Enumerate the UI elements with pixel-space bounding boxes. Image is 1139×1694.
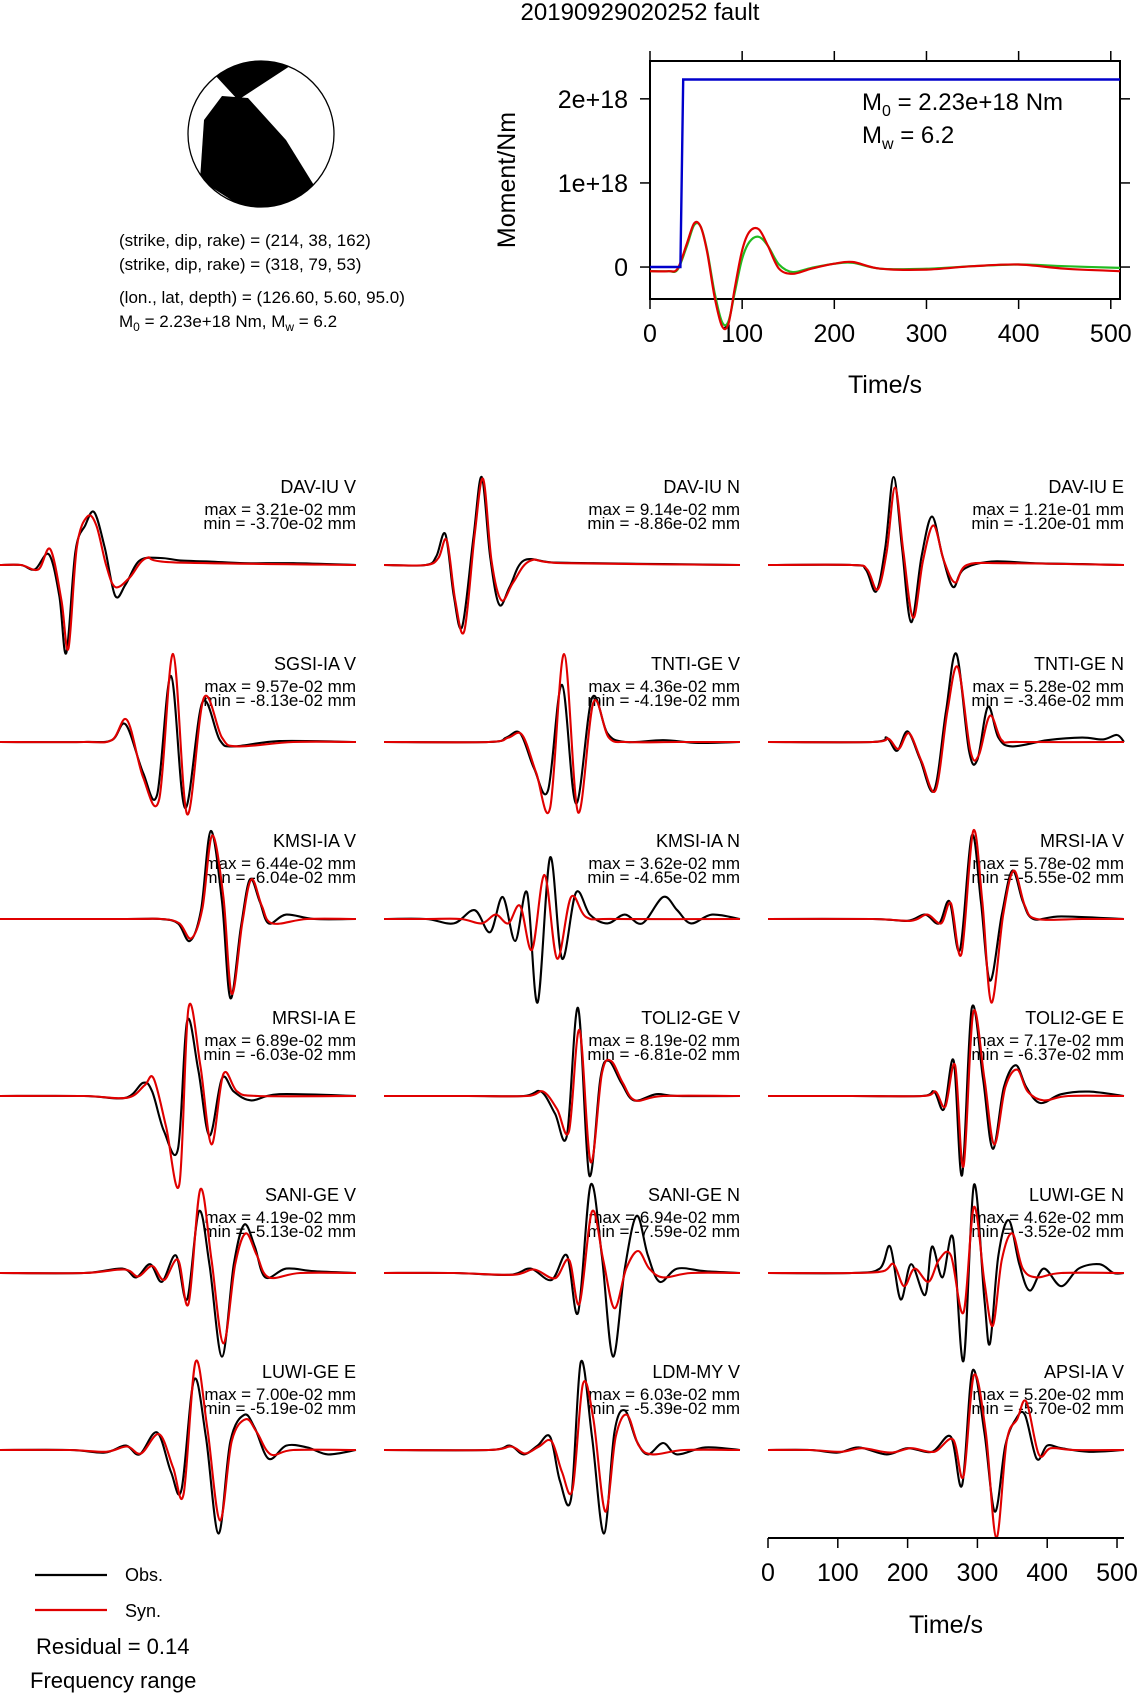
synthetic-waveform — [384, 875, 740, 959]
waveform-panel — [0, 1360, 356, 1533]
legend-obs-label: Obs. — [125, 1565, 164, 1585]
station-min: min = -3.52e-02 mm — [971, 1222, 1124, 1241]
waveform-time-axis — [761, 1538, 1138, 1639]
mw-label: M — [862, 122, 882, 149]
waveform-panel — [0, 831, 356, 998]
waveform-x-axis-label: Time/s — [908, 1611, 984, 1639]
waveform-panel — [768, 1005, 1124, 1175]
synthetic-waveform — [0, 515, 356, 650]
station-name: DAV-IU N — [663, 477, 740, 497]
station-min: min = -6.03e-02 mm — [203, 1045, 356, 1064]
residual-label: Residual = 0.14 — [36, 1634, 190, 1659]
station-name: MRSI-IA E — [271, 1008, 356, 1028]
m0-value: = 2.23e+18 Nm — [890, 89, 1064, 116]
waveform-panel — [0, 654, 356, 815]
station-name: TOLI2-GE V — [641, 1008, 740, 1028]
moment-y-tick-label: 2e+18 — [557, 85, 628, 114]
waveform-panels — [0, 477, 1124, 1538]
station-min: min = -1.20e-01 mm — [971, 514, 1124, 533]
hypocenter-location: (lon., lat, depth) = (126.60, 5.60, 95.0) — [119, 288, 405, 307]
waveform-panel — [384, 477, 740, 634]
station-name: TNTI-GE V — [651, 654, 740, 674]
station-name: DAV-IU E — [1048, 477, 1124, 497]
station-name: MRSI-IA V — [1039, 831, 1124, 851]
waveform-x-tick-label: 500 — [1096, 1559, 1138, 1587]
station-min: min = -8.13e-02 mm — [203, 691, 356, 710]
moment-x-tick-label: 200 — [813, 320, 856, 348]
station-name: LUWI-GE E — [261, 1362, 356, 1382]
station-name: DAV-IU V — [280, 477, 356, 497]
station-max: max = 4.36e-02 mm — [588, 677, 740, 696]
station-max: max = 5.20e-02 mm — [972, 1385, 1124, 1404]
nodal-plane-2: (strike, dip, rake) = (318, 79, 53) — [119, 255, 362, 274]
waveform-panel — [768, 1362, 1124, 1538]
moment-rate-observed-line — [650, 223, 1120, 325]
station-min: min = -4.19e-02 mm — [587, 691, 740, 710]
station-name: SANI-GE V — [264, 1185, 356, 1205]
station-min: min = -5.70e-02 mm — [971, 1399, 1124, 1418]
waveform-panel — [768, 477, 1124, 622]
moment-y-axis-label: Moment/Nm — [493, 111, 521, 249]
station-name: SGSI-IA V — [273, 654, 356, 674]
waveform-panel — [384, 1184, 740, 1357]
waveform-x-tick-label: 100 — [816, 1559, 859, 1587]
station-max: max = 3.62e-02 mm — [588, 854, 740, 873]
station-min: min = -4.65e-02 mm — [587, 868, 740, 887]
station-max: max = 3.21e-02 mm — [204, 500, 356, 519]
moment-sub: 0 — [133, 320, 140, 334]
waveform-panel — [0, 1185, 356, 1357]
moment-x-tick-label: 300 — [905, 320, 948, 348]
mw-value: = 6.2 — [893, 122, 955, 149]
station-name: TOLI2-GE E — [1025, 1008, 1124, 1028]
station-min: min = -5.39e-02 mm — [587, 1399, 740, 1418]
station-min: min = -6.04e-02 mm — [203, 868, 356, 887]
moment-y-tick-label: 1e+18 — [557, 169, 628, 198]
waveform-x-tick-label: 400 — [1026, 1559, 1069, 1587]
legend — [30, 1565, 196, 1693]
legend-syn-label: Syn. — [125, 1601, 162, 1621]
observed-waveform — [768, 477, 1124, 622]
station-min: min = -8.86e-02 mm — [587, 514, 740, 533]
frequency-range-label: Frequency range — [30, 1668, 197, 1693]
station-max: max = 5.28e-02 mm — [972, 677, 1124, 696]
station-max: max = 4.62e-02 mm — [972, 1208, 1124, 1227]
m0-sub: 0 — [882, 103, 891, 120]
station-min: min = -5.13e-02 mm — [203, 1222, 356, 1241]
station-name: APSI-IA V — [1043, 1362, 1124, 1382]
station-name: KMSI-IA N — [655, 831, 740, 851]
focal-info — [119, 231, 405, 334]
waveform-x-tick-label: 0 — [761, 1559, 775, 1587]
station-max: max = 7.17e-02 mm — [972, 1031, 1124, 1050]
waveform-panel — [768, 830, 1124, 1003]
waveform-panel — [384, 1008, 740, 1177]
waveform-panel — [0, 1004, 356, 1188]
waveform-panel — [0, 477, 356, 654]
station-name: LDM-MY V — [652, 1362, 740, 1382]
waveform-panel — [384, 1361, 740, 1534]
moment-x-tick-label: 500 — [1089, 320, 1132, 348]
station-max: max = 6.03e-02 mm — [588, 1385, 740, 1404]
moment-y-tick-label: 0 — [614, 254, 628, 283]
moment-prefix: M — [119, 312, 134, 331]
nodal-plane-1: (strike, dip, rake) = (214, 38, 162) — [119, 231, 371, 250]
station-max: max = 9.14e-02 mm — [588, 500, 740, 519]
station-max: max = 5.78e-02 mm — [972, 854, 1124, 873]
station-name: TNTI-GE N — [1034, 654, 1124, 674]
station-max: max = 8.19e-02 mm — [588, 1031, 740, 1050]
station-max: max = 6.89e-02 mm — [204, 1031, 356, 1050]
mw-sub: w — [285, 320, 295, 334]
waveform-x-tick-label: 300 — [956, 1559, 999, 1587]
waveform-x-tick-label: 200 — [886, 1559, 929, 1587]
station-name: LUWI-GE N — [1028, 1185, 1124, 1205]
moment-x-axis-label: Time/s — [847, 371, 923, 399]
station-max: max = 6.94e-02 mm — [588, 1208, 740, 1227]
moment-text: = 2.23e+18 Nm, M — [139, 312, 286, 331]
moment-plot-mw — [862, 122, 954, 153]
focal-mechanism-beachball — [188, 56, 334, 212]
moment-summary — [119, 312, 337, 334]
station-max: max = 1.21e-01 mm — [972, 500, 1124, 519]
station-max: max = 4.19e-02 mm — [204, 1208, 356, 1227]
moment-rate-synthetic-line — [650, 222, 1120, 329]
station-max: max = 6.44e-02 mm — [204, 854, 356, 873]
moment-plot-m0 — [862, 89, 1063, 120]
m0-label: M — [862, 89, 882, 116]
waveform-panel — [384, 654, 740, 813]
moment-plot — [493, 51, 1132, 399]
station-min: min = -6.81e-02 mm — [587, 1045, 740, 1064]
station-min: min = -5.55e-02 mm — [971, 868, 1124, 887]
moment-x-tick-label: 400 — [997, 320, 1040, 348]
station-min: min = -6.37e-02 mm — [971, 1045, 1124, 1064]
mw-sub-plot: w — [882, 136, 894, 153]
figure-title: 20190929020252 fault — [520, 0, 760, 26]
moment-x-tick-label: 0 — [643, 320, 657, 348]
waveform-panel — [384, 831, 740, 1003]
station-name: SANI-GE N — [647, 1185, 740, 1205]
moment-x-tick-label: 100 — [721, 320, 764, 348]
station-min: min = -3.46e-02 mm — [971, 691, 1124, 710]
station-min: min = -7.59e-02 mm — [587, 1222, 740, 1241]
station-max: max = 9.57e-02 mm — [204, 677, 356, 696]
waveform-panel — [768, 653, 1124, 792]
station-name: KMSI-IA V — [272, 831, 356, 851]
mw-text: = 6.2 — [294, 312, 338, 331]
station-max: max = 7.00e-02 mm — [204, 1385, 356, 1404]
station-min: min = -5.19e-02 mm — [203, 1399, 356, 1418]
waveform-panel — [768, 1184, 1124, 1361]
station-min: min = -3.70e-02 mm — [203, 514, 356, 533]
